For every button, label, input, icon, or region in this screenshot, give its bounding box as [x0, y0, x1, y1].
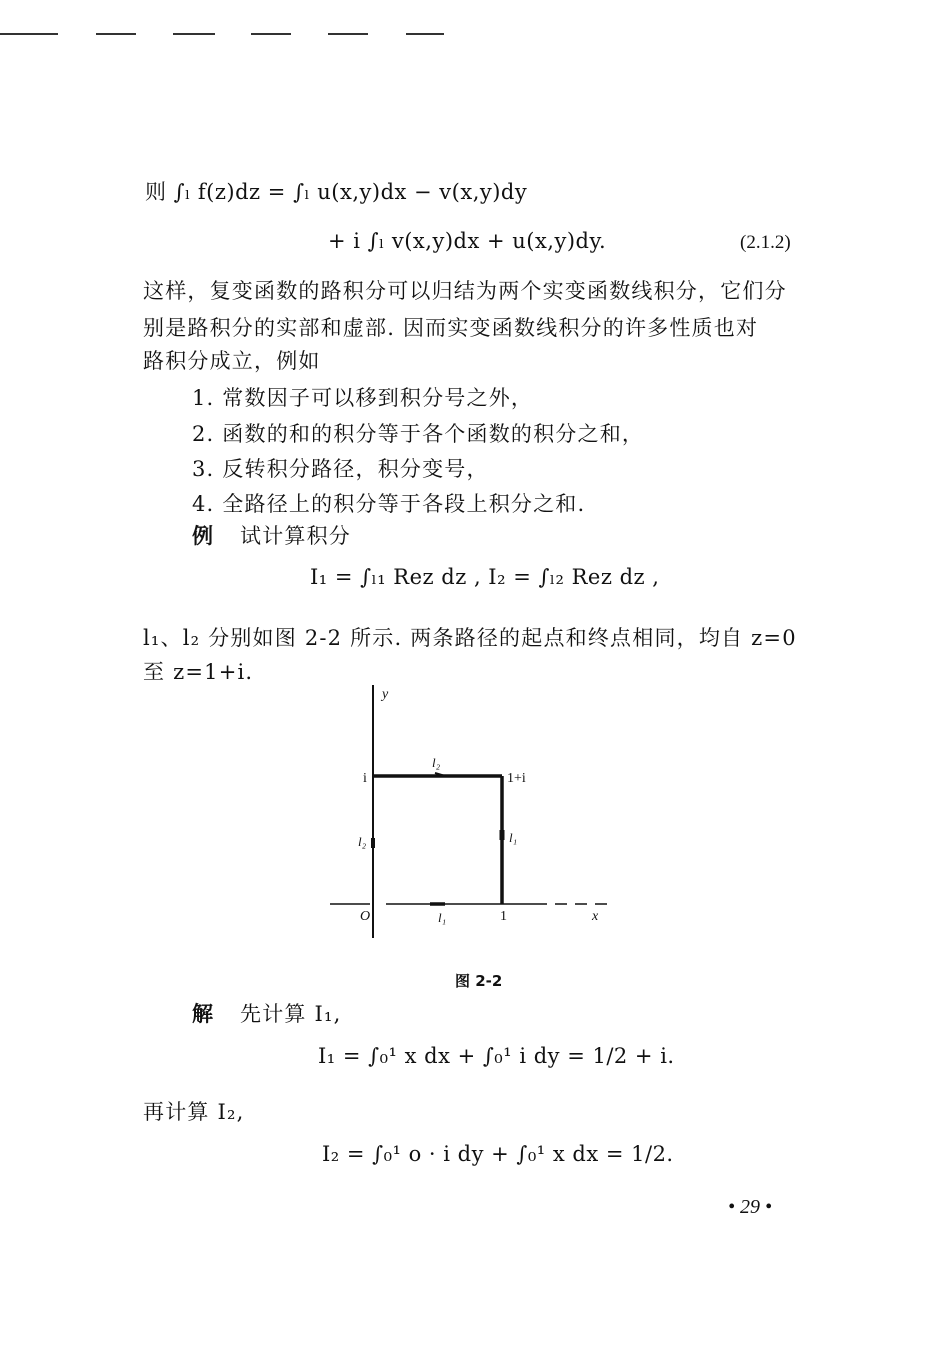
path-label-bottom: l₁ — [438, 910, 447, 925]
origin-label: O — [360, 909, 371, 924]
equation-number: (2.1.2) — [740, 232, 791, 253]
equation-line-2: + i ∫ₗ v(x,y)dx + u(x,y)dy. — [328, 229, 607, 253]
example-label: 例 — [192, 523, 215, 548]
path-label-top: l₂ — [432, 755, 441, 770]
y-axis-label: y — [382, 687, 389, 702]
equation-line-1: 则 ∫ₗ f(z)dz = ∫ₗ u(x,y)dx − v(x,y)dy — [145, 180, 528, 204]
integral-definitions: I₁ = ∫ₗ₁ Rez dz , I₂ = ∫ₗ₂ Rez dz , — [310, 565, 660, 589]
figure-caption: 图 2-2 — [455, 972, 503, 990]
x-axis-label: x — [592, 909, 599, 924]
one-label: 1 — [500, 909, 507, 924]
i1-result: I₁ = ∫₀¹ x dx + ∫₀¹ i dy = 1/2 + i. — [318, 1044, 675, 1068]
i2-result: I₂ = ∫₀¹ o · i dy + ∫₀¹ x dx = 1/2. — [322, 1142, 674, 1166]
solution-label: 解 — [192, 1001, 215, 1026]
paragraph-line-3: 路积分成立，例如 — [143, 349, 321, 373]
path-label-left: l₂ — [358, 834, 367, 849]
page-number: • 29 • — [728, 1196, 773, 1218]
i-label: i — [363, 771, 367, 786]
header-rule-5 — [328, 33, 368, 35]
paragraph-line-2: 别是路积分的实部和虚部. 因而实变函数线积分的许多性质也对 — [143, 316, 759, 340]
path-description-line-2: 至 z=1+i. — [143, 660, 254, 684]
property-item-1: 1. 常数因子可以移到积分号之外， — [192, 386, 534, 410]
corner-label: 1+i — [507, 771, 526, 786]
property-item-3: 3. 反转积分路径，积分变号， — [192, 457, 489, 481]
header-rule-6 — [406, 33, 444, 35]
then-text: 再计算 I₂, — [143, 1100, 245, 1124]
header-rule-4 — [251, 33, 291, 35]
property-item-2: 2. 函数的和的积分等于各个函数的积分之和， — [192, 422, 645, 446]
example-text: 试计算积分 — [240, 524, 351, 548]
header-rule-3 — [173, 33, 215, 35]
header-rule-1 — [0, 33, 58, 35]
figure-2-2 — [320, 680, 620, 950]
path-description-line-1: l₁、l₂ 分别如图 2-2 所示. 两条路径的起点和终点相同，均自 z=0 — [143, 626, 797, 650]
path-label-right: l₁ — [509, 830, 518, 845]
solution-text: 先计算 I₁, — [240, 1002, 342, 1026]
paragraph-line-1: 这样，复变函数的路积分可以归结为两个实变函数线积分，它们分 — [143, 279, 787, 303]
property-item-4: 4. 全路径上的积分等于各段上积分之和. — [192, 492, 586, 516]
header-rule-2 — [96, 33, 136, 35]
